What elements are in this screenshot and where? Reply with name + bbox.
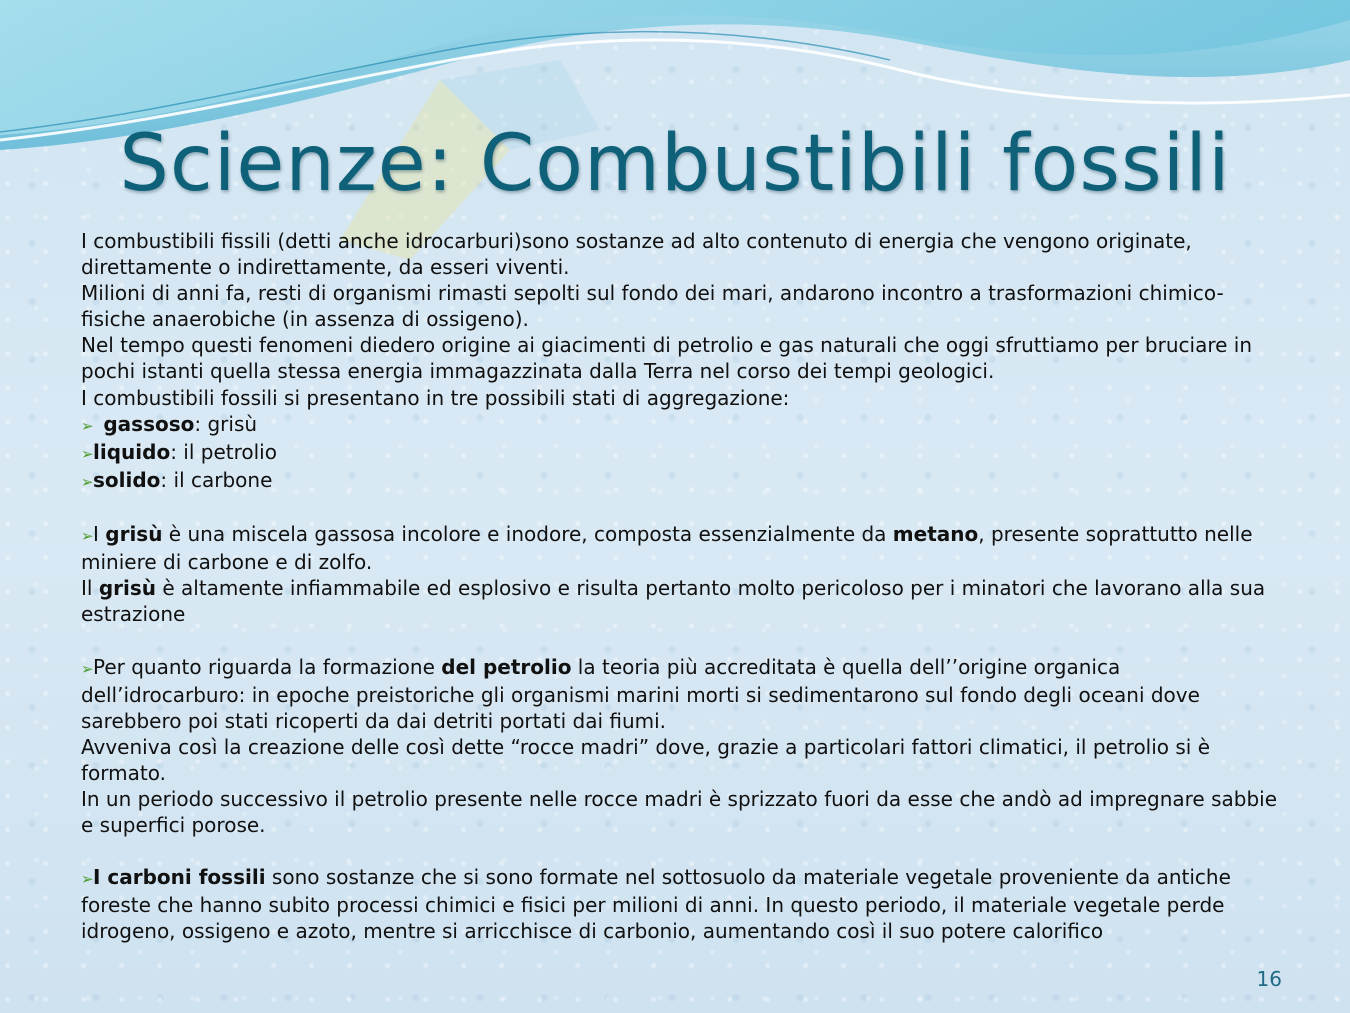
arrow-bullet-icon: ➢ [81,444,94,463]
list-item-solido: ➢solido: il carbone [81,467,1281,495]
paragraph-grisu-1: ➢I grisù è una miscela gassosa incolore e inodore, composta essenzialmente da metano, presente soprattutto nelle miniere di carbone e di zolfo. [81,522,1253,575]
paragraph-petrolio-1: ➢Per quanto riguarda la formazione del petrolio la teoria più accreditata è quella dell’’origine organica dell’idrocarburo: in epoche preistoriche gli organismi marini morti si sedimentarono sul fondo degli oceani dove sarebbero poi stati ricoperti da dai detriti portati dai fiumi. [81,654,1200,733]
slide-body [81,228,1281,945]
paragraph-intro-3: Nel tempo questi fenomeni diedero origine ai giacimenti di petrolio e gas naturali che oggi sfruttiamo per bruciare in pochi istanti quella stessa energia immagazzinata dalla Terra nel corso dei tempi geologici. [81,333,1253,384]
arrow-bullet-icon: ➢ [81,472,94,491]
arrow-bullet-icon: ➢ [81,416,94,435]
paragraph-intro-2: Milioni di anni fa, resti di organismi rimasti sepolti sul fondo dei mari, andarono incontro a trasformazioni chimico-fisiche anaerobiche (in assenza di ossigeno). [81,281,1224,332]
paragraph-carboni: ➢I carboni fossili sono sostanze che si sono formate nel sottosuolo da materiale vegetale proveniente da antiche foreste che hanno subito processi chimici e fisici per milioni di anni. In questo periodo, il materiale vegetale perde idrogeno, ossigeno e azoto, mentre si arricchisce di carbonio, aumentando così il suo potere calorifico [81,865,1231,944]
paragraph-intro-4: I combustibili fossili si presentano in tre possibili stati di aggregazione: [81,385,790,410]
list-item-liquido: ➢liquido: il petrolio [81,439,1281,467]
paragraph-petrolio-2: Avveniva così la creazione delle così dette “rocce madri” dove, grazie a particolari fattori climatici, il petrolio si è formato. [81,734,1211,785]
term-solido: solido [93,467,161,492]
slide-title: Scienze: Combustibili fossili [119,119,1231,209]
arrow-bullet-icon: ➢ [81,659,94,678]
paragraph-petrolio-3: In un periodo successivo il petrolio presente nelle rocce madri è sprizzato fuori da esse che andò ad impregnare sabbie e superfici porose. [81,786,1278,838]
page-number: 16 [1256,967,1282,991]
paragraph-grisu-2: Il grisù è altamente infiammabile ed esplosivo e risulta pertanto molto pericoloso per i minatori che lavorano alla sua estrazione [81,576,1266,627]
term-liquido: liquido [93,439,171,464]
list-item-gassoso: ➢ gassoso: grisù [81,411,1281,439]
paragraph-intro-1: I combustibili fissili (detti anche idrocarburi)sono sostanze ad alto contenuto di energia che vengono originate, direttamente o indirettamente, da esseri viventi. [81,229,1192,280]
term-gassoso: gassoso [103,411,195,436]
arrow-bullet-icon: ➢ [81,870,94,889]
arrow-bullet-icon: ➢ [81,527,94,546]
